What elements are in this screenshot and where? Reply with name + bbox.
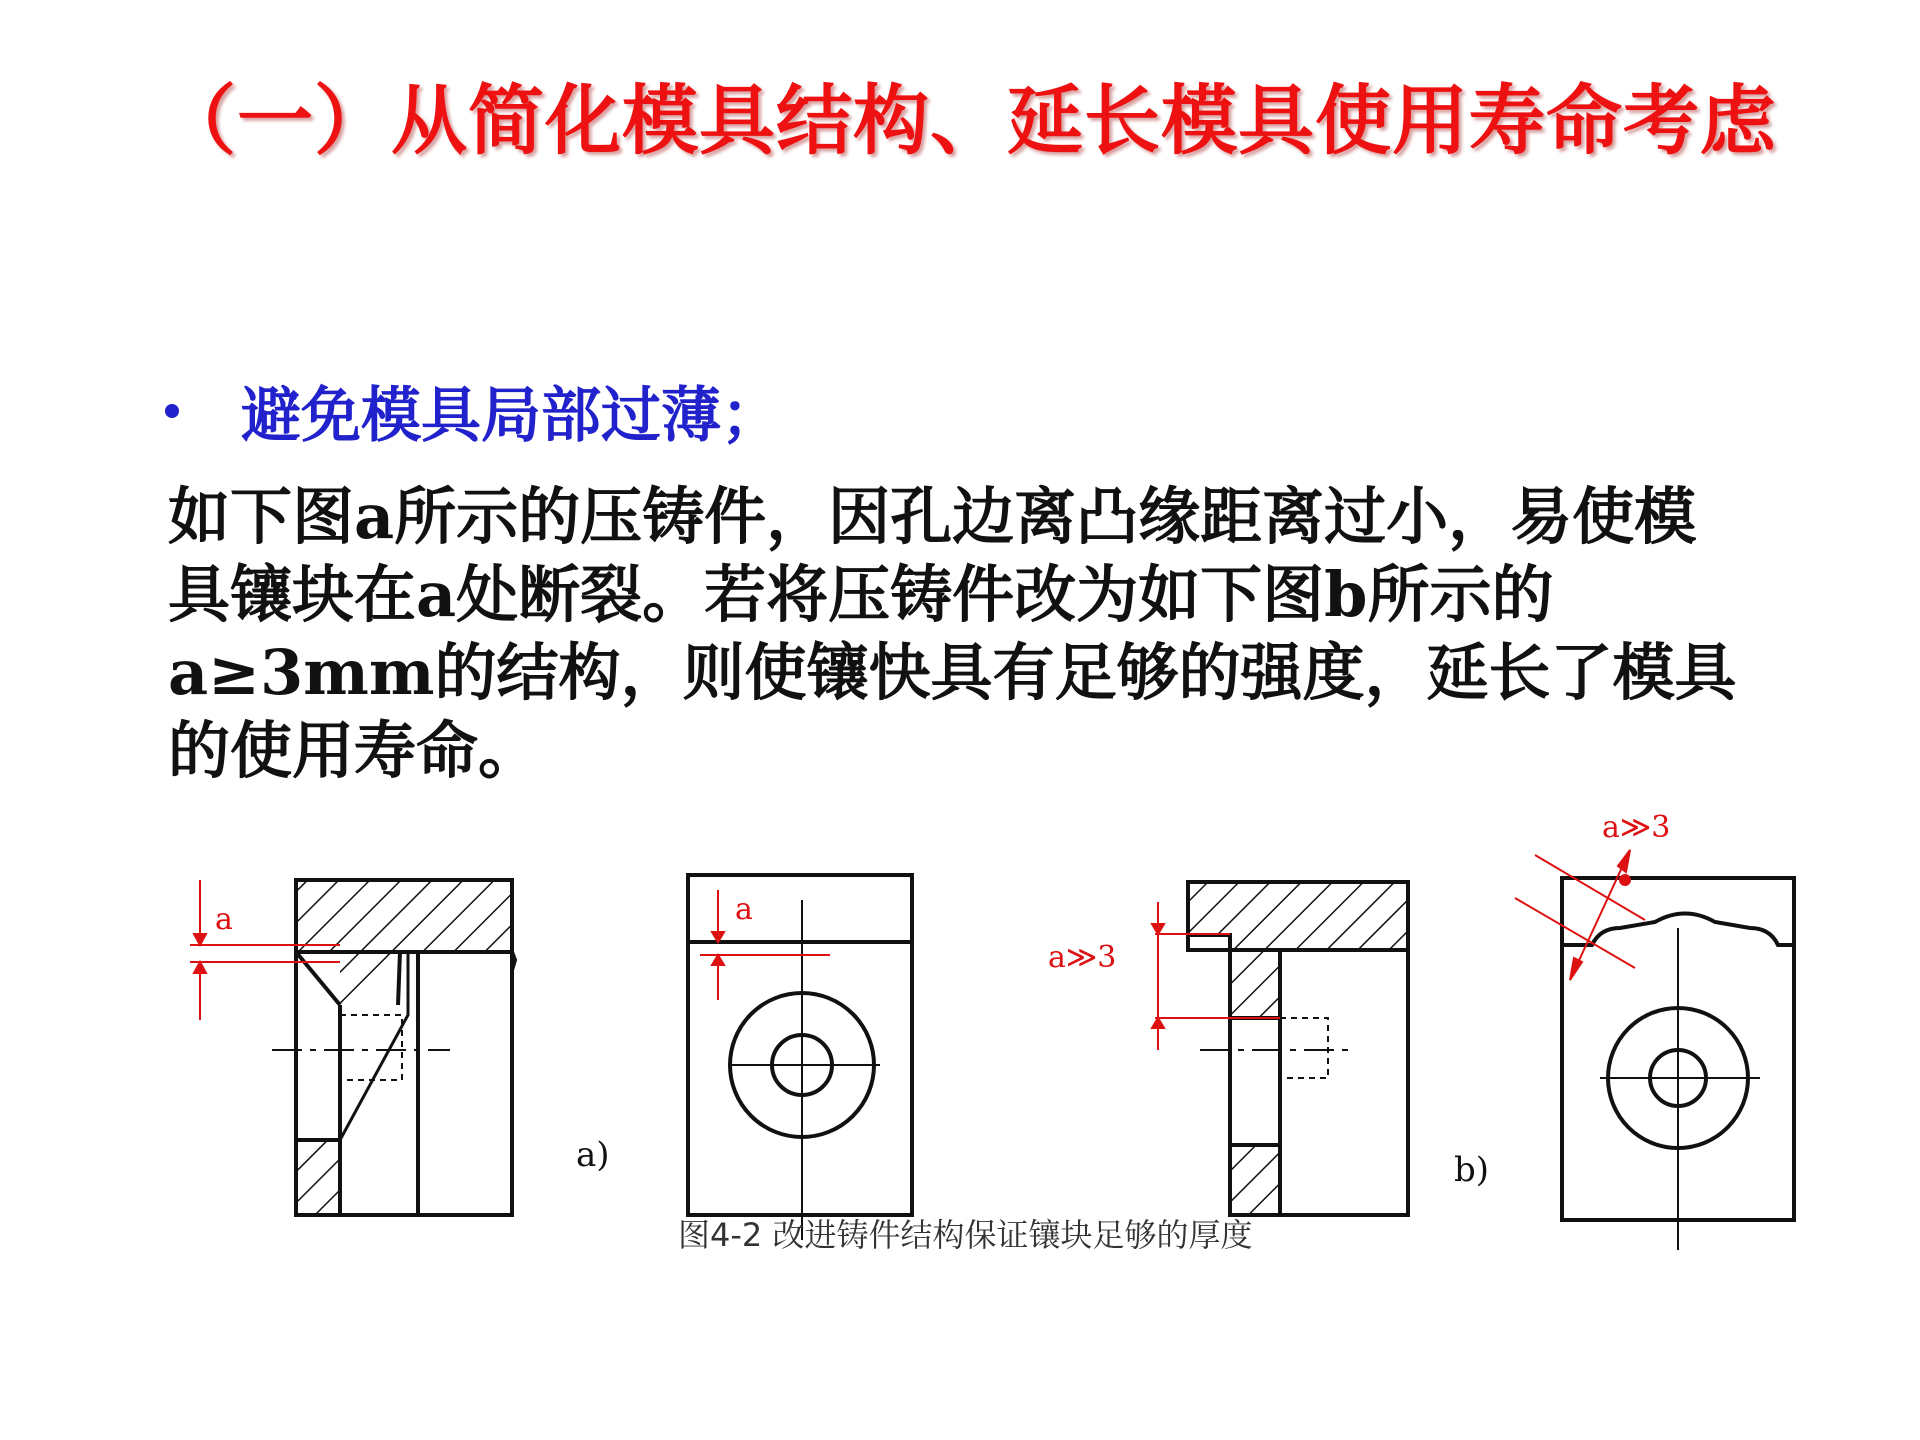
fig-a-top-dimension [700,890,830,1000]
fig-b-top-dimension [1515,850,1645,980]
figure-caption: 图4-2 改进铸件结构保证镶块足够的厚度 [678,1216,1253,1254]
paragraph-line: 具镶块在a处断裂。若将压铸件改为如下图b所示的 [168,558,1554,631]
annotation-b-top: a≫3 [1602,810,1671,845]
paragraph-line: 如下图a所示的压铸件，因孔边离凸缘距离过小，易使模 [168,480,1697,553]
paragraph-line: 的使用寿命。 [168,714,541,787]
slide-title: （一）从简化模具结构、延长模具使用寿命考虑 [160,76,1777,165]
annotation-a: a [215,902,233,937]
bullet-item [165,368,781,454]
fig-b-top-view [1562,878,1794,1250]
annotation-b-section: a≫3 [1048,940,1117,975]
paragraph-line: a≥3mm的结构，则使镶快具有足够的强度，延长了模具 [168,636,1737,709]
bullet-text: 避免模具局部过薄； [241,381,781,451]
annotation-a-top: a [735,892,753,927]
fig-b-section-view [1188,882,1408,1215]
body-paragraph [168,478,1808,790]
fig-a-section-view [272,880,515,1215]
bullet-dot-icon [165,404,179,418]
fig-a-top-view [688,875,912,1240]
figure-label-a: a) [576,1135,610,1175]
figure-label-b: b) [1454,1150,1490,1190]
